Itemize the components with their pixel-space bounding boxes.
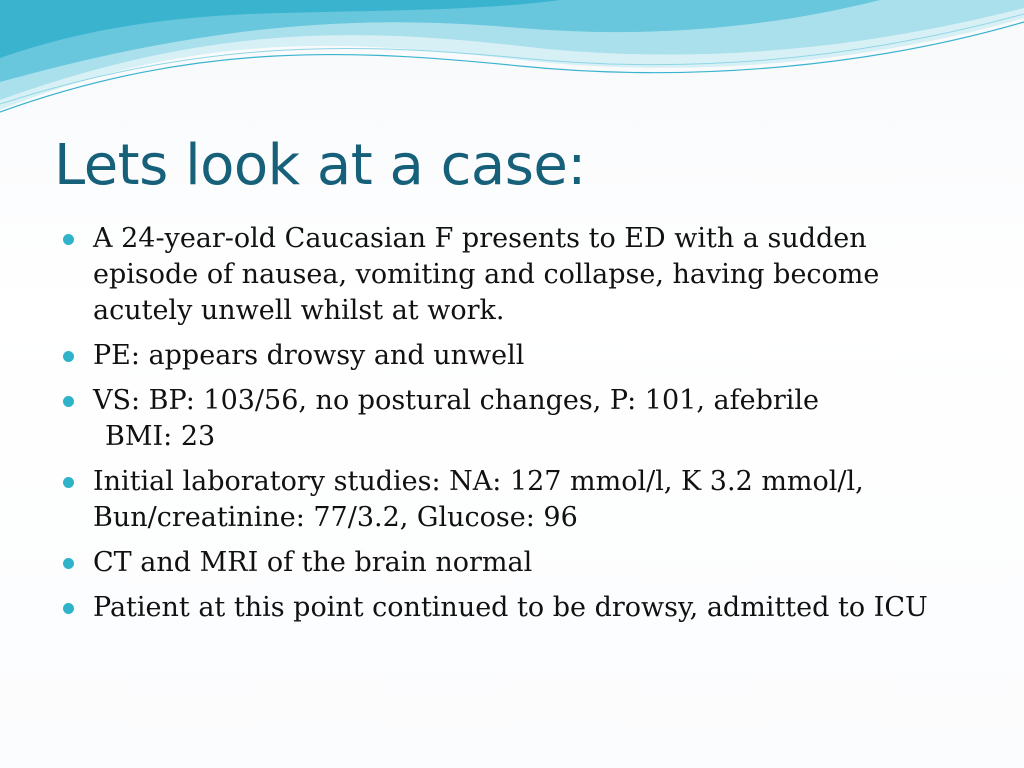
bullet-item <box>60 464 960 536</box>
bullet-dot-icon <box>63 558 74 569</box>
bullet-text: Patient at this point continued to be drowsy, admitted to ICU <box>93 592 928 623</box>
bullet-item <box>60 545 960 581</box>
bullet-text: A 24-year-old Caucasian F presents to ED with a sudden episode of nausea, vomiting and collapse, having become acutely unwell whilst at work. <box>93 223 880 326</box>
bullet-dot-icon <box>63 351 74 362</box>
bullet-item <box>60 221 960 329</box>
bullet-item <box>60 383 960 419</box>
bullet-text: BMI: 23 <box>105 421 216 452</box>
bullet-text: CT and MRI of the brain normal <box>93 547 533 578</box>
header-wave-decoration <box>0 0 1024 120</box>
bullet-dot-icon <box>63 477 74 488</box>
bullet-dot-icon <box>63 234 74 245</box>
bullet-text: Initial laboratory studies: NA: 127 mmol/l, K 3.2 mmol/l, Bun/creatinine: 77/3.2, Glucose: 96 <box>93 466 864 533</box>
bullet-list <box>60 221 960 635</box>
bullet-dot-icon <box>63 603 74 614</box>
bullet-text: VS: BP: 103/56, no postural changes, P: 101, afebrile <box>93 385 820 416</box>
bullet-continuation <box>60 419 960 455</box>
bullet-dot-icon <box>63 396 74 407</box>
slide-title: Lets look at a case: <box>54 133 586 198</box>
bullet-item <box>60 338 960 374</box>
bullet-text: PE: appears drowsy and unwell <box>93 340 525 371</box>
bullet-item <box>60 590 960 626</box>
